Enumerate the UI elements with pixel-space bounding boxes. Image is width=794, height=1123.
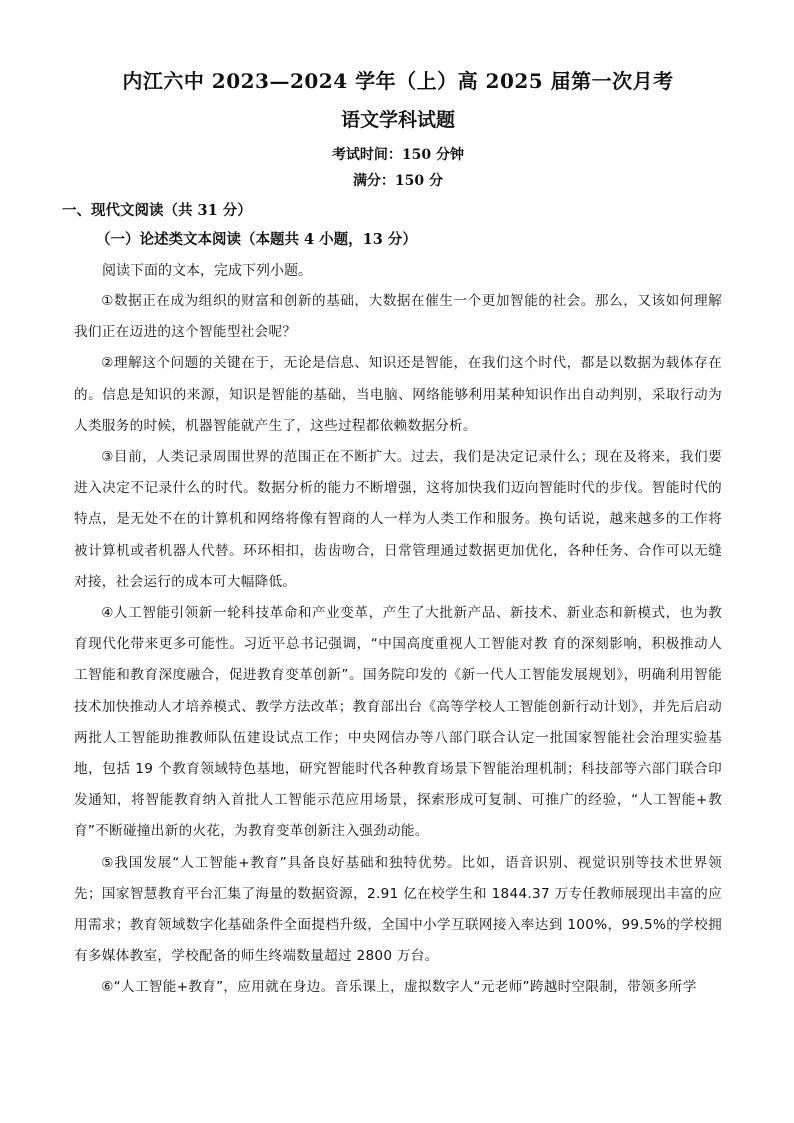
paragraph-5: ⑤我国发展“人工智能+教育”具备良好基础和独特优势。比如，语音识别、视觉识别等技术世界领先；国家智慧教育平台汇集了海量的数据资源，2.91 亿在校学生和 1844.37 万专任教师展现出丰富的应用需求；教育领域数字化基础条件全面提档升级，全国中小学互联网接入率达到 100%，99.5%的学校拥有多媒体教室，学校配备的师生终端数量超过 2800 万台。 <box>74 854 722 965</box>
exam-title: 内江六中 2023—2024 学年（上）高 2025 届第一次月考 <box>122 69 674 93</box>
paragraph-6: ⑥“人工智能+教育”，应用就在身边。音乐课上，虚拟数字人“元老师”跨越时空限制，带领多所学 <box>101 979 697 996</box>
paragraph-3: ③目前，人类记录周围世界的范围正在不断扩大。过去，我们是决定记录什么；现在及将来，我们要进入决定不记录什么的时代。数据分析的能力不断增强，这将加快我们迈向智能时代的步伐。智能时代的特点，是无处不在的计算机和网络将像有智商的人一样为人类工作和服务。换句话说，越来越多的工作将被计算机或者机器人代替。环环相扣，齿齿吻合，日常管理通过数据更加优化，各种任务、合作可以无缝对接，社会运行的成本可大幅降低。 <box>74 449 722 590</box>
paragraph-1: ①数据正在成为组织的财富和创新的基础，大数据在催生一个更加智能的社会。那么，又该如何理解我们正在迈进的这个智能型社会呢？ <box>74 293 722 341</box>
subsection-heading: （一）论述类文本阅读（本题共 4 小题，13 分） <box>96 231 417 248</box>
paragraph-4: ④人工智能引领新一轮科技革命和产业变革，产生了大批新产品、新技术、新业态和新模式，也为教育现代化带来更多可能性。习近平总书记强调，“中国高度重视人工智能对教 育的深刻影响，积极推动人工智能和教育深度融合，促进教育变革创新”。国务院印发的《新一代人工智能发展规划》，明确利用智能技术加快推动人才培养模式、教学方法改革；教育部出台《高等学校人工智能创新行动计划》，并先后启动两批人工智能助推教师队伍建设试点工作；中央网信办等八部门联合认定一批国家智能社会治理实验基地，包括 19 个教育领域特色基地，研究智能时代各种教育场景下智能治理机制；科技部等六部门联合印发通知，将智能教育纳入首批人工智能示范应用场景，探索形成可复制、可推广的经验，“人工智能+教育”不断碰撞出新的火花，为教育变革创新注入强劲动能。 <box>74 605 722 840</box>
reading-instruction: 阅读下面的文本，完成下列小题。 <box>102 262 312 278</box>
section-heading: 一、现代文阅读（共 31 分） <box>62 202 252 219</box>
paragraph-2: ②理解这个问题的关键在于，无论是信息、知识还是智能，在我们这个时代，都是以数据为载体存在的。信息是知识的来源，知识是智能的基础，当电脑、网络能够利用某种知识作出自动判别，采取行动为人类服务的时候，机器智能就产生了，这些过程都依赖数据分析。 <box>74 355 722 434</box>
full-score: 满分：150 分 <box>352 173 444 189</box>
subject-title: 语文学科试题 <box>340 109 455 131</box>
exam-time: 考试时间：150 分钟 <box>331 147 465 163</box>
